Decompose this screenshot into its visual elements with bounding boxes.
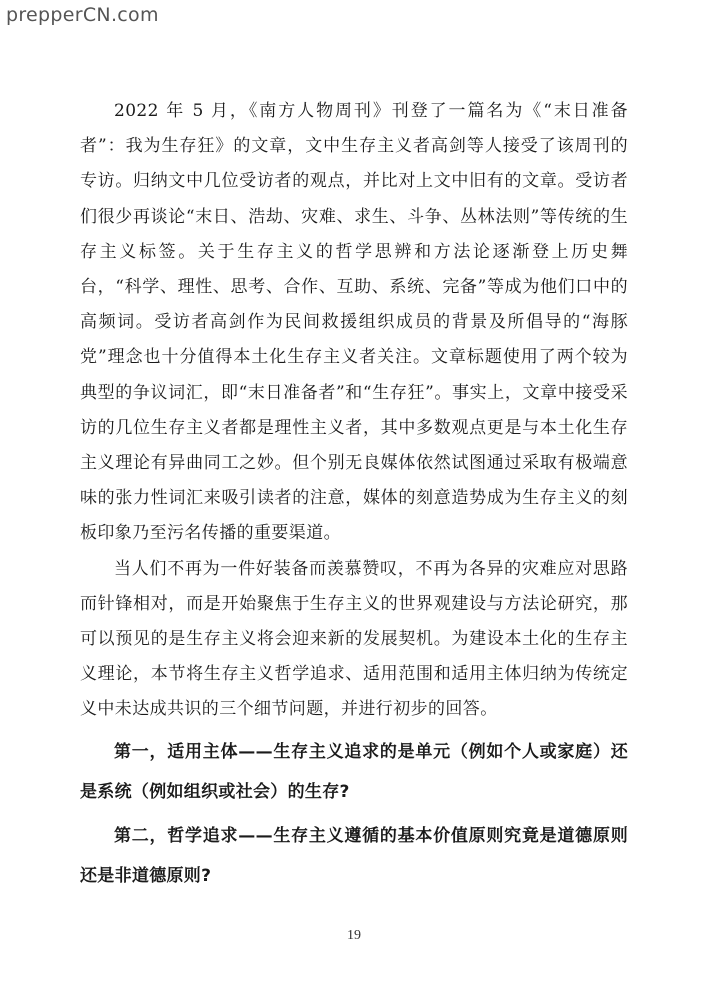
site-watermark: prepperCN.com: [6, 4, 159, 26]
question-applicable-subject: 第一，适用主体——生存主义追求的是单元（例如个人或家庭）还是系统（例如组织或社会）的生存?: [80, 741, 628, 802]
page-number: 19: [347, 928, 361, 943]
paragraph-media-report: 2022 年 5 月，《南方人物周刊》刊登了一篇名为《“末日准备者”：我为生存狂》的文章，文中生存主义者高剑等人接受了该周刊的专访。归纳文中几位受访者的观点，并比对上文中旧有的文章。受访者们很少再谈论“末日、浩劫、灾难、求生、斗争、丛林法则”等传统的生存主义标签。关于生存主义的哲学思辨和方法论逐渐登上历史舞台，“科学、理性、思考、合作、互助、系统、完备”等成为他们口中的高频词。受访者高剑作为民间救援组织成员的背景及所倡导的“海豚党”理念也十分值得本土化生存主义者关注。文章标题使用了两个较为典型的争议词汇，即“末日准备者”和“生存狂”。事实上，文章中接受采访的几位生存主义者都是理性主义者，其中多数观点更是与本土化生存主义理论有异曲同工之妙。但个别无良媒体依然试图通过采取有极端意味的张力性词汇来吸引读者的注意，媒体的刻意造势成为生存主义的刻板印象乃至污名传播的重要渠道。: [80, 101, 628, 544]
question-philosophical-pursuit: 第二，哲学追求——生存主义遵循的基本价值原则究竟是道德原则还是非道德原则?: [80, 825, 628, 886]
paragraph-outlook: 当人们不再为一件好装备而羡慕赞叹，不再为各异的灾难应对思路而针锋相对，而是开始聚焦于生存主义的世界观建设与方法论研究，那可以预见的是生存主义将会迎来新的发展契机。为建设本土化的生存主义理论，本节将生存主义哲学追求、适用范围和适用主体归纳为传统定义中未达成共识的三个细节问题，并进行初步的回答。: [80, 558, 628, 720]
document-body: [80, 94, 628, 896]
